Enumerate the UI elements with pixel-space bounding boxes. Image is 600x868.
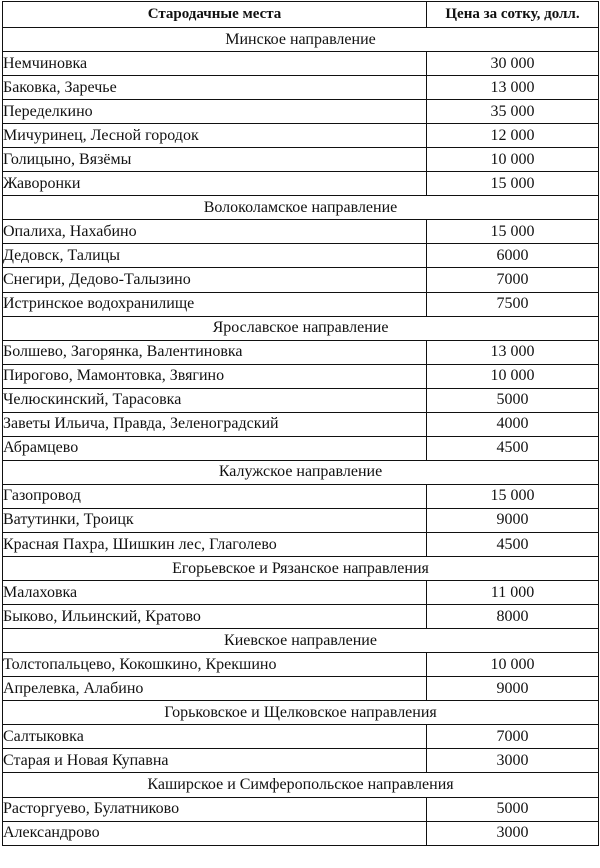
table-body [3,28,599,846]
table-row [3,340,599,364]
place-cell: Болшево, Загорянка, Валентиновка [3,340,427,364]
section-row [3,701,599,725]
table-row [3,100,599,124]
price-cell: 4500 [427,436,599,460]
table-header [3,2,599,28]
price-cell: 10 000 [427,364,599,388]
table-row [3,725,599,749]
table-row [3,508,599,532]
price-cell: 13 000 [427,76,599,100]
table-row [3,412,599,436]
price-cell: 7000 [427,268,599,292]
price-cell: 7500 [427,292,599,316]
place-cell: Жаворонки [3,172,427,196]
place-cell: Немчиновка [3,52,427,76]
table-row [3,148,599,172]
section-title: Калужское направление [3,460,599,484]
place-cell: Челюскинский, Тарасовка [3,388,427,412]
place-cell: Толстопальцево, Кокошкино, Крекшино [3,653,427,677]
table-row [3,388,599,412]
price-cell: 4000 [427,412,599,436]
place-cell: Александрово [3,821,427,845]
place-cell: Снегири, Дедово-Талызино [3,268,427,292]
place-cell: Красная Пахра, Шишкин лес, Глаголево [3,532,427,556]
place-cell: Дедовск, Талицы [3,244,427,268]
table-row [3,124,599,148]
section-title: Минское направление [3,28,599,52]
price-cell: 9000 [427,508,599,532]
section-row [3,460,599,484]
price-cell: 15 000 [427,220,599,244]
table-row [3,268,599,292]
table-row [3,292,599,316]
section-title: Горьковское и Щелковское направления [3,701,599,725]
price-table [2,1,599,846]
place-cell: Малаховка [3,581,427,605]
table-row [3,821,599,845]
section-title: Ярославское направление [3,316,599,340]
section-row [3,557,599,581]
price-cell: 8000 [427,605,599,629]
section-row [3,28,599,52]
table-row [3,364,599,388]
place-cell: Мичуринец, Лесной городок [3,124,427,148]
price-cell: 7000 [427,725,599,749]
place-cell: Салтыковка [3,725,427,749]
column-header-places: Стародачные места [3,2,427,28]
table-row [3,677,599,701]
table-row [3,749,599,773]
table-row [3,52,599,76]
price-cell: 13 000 [427,340,599,364]
section-row [3,196,599,220]
price-cell: 12 000 [427,124,599,148]
price-cell: 11 000 [427,581,599,605]
price-cell: 30 000 [427,52,599,76]
section-title: Каширское и Симферопольское направления [3,773,599,797]
price-cell: 35 000 [427,100,599,124]
place-cell: Голицыно, Вязёмы [3,148,427,172]
place-cell: Апрелевка, Алабино [3,677,427,701]
section-row [3,773,599,797]
table-row [3,581,599,605]
section-title: Егорьевское и Рязанское направления [3,557,599,581]
table-row [3,244,599,268]
place-cell: Ватутинки, Троицк [3,508,427,532]
table-row [3,436,599,460]
table-row [3,653,599,677]
place-cell: Опалиха, Нахабино [3,220,427,244]
table-row [3,797,599,821]
price-cell: 5000 [427,797,599,821]
table-row [3,484,599,508]
table-row [3,532,599,556]
place-cell: Старая и Новая Купавна [3,749,427,773]
price-cell: 4500 [427,532,599,556]
place-cell: Истринское водохранилище [3,292,427,316]
price-cell: 6000 [427,244,599,268]
place-cell: Баковка, Заречье [3,76,427,100]
section-title: Волоколамское направление [3,196,599,220]
price-cell: 3000 [427,821,599,845]
price-cell: 15 000 [427,172,599,196]
section-title: Киевское направление [3,629,599,653]
place-cell: Заветы Ильича, Правда, Зеленоградский [3,412,427,436]
table-row [3,76,599,100]
table-row [3,172,599,196]
price-cell: 10 000 [427,653,599,677]
place-cell: Абрамцево [3,436,427,460]
price-cell: 15 000 [427,484,599,508]
section-row [3,316,599,340]
place-cell: Газопровод [3,484,427,508]
place-cell: Переделкино [3,100,427,124]
section-row [3,629,599,653]
place-cell: Быково, Ильинский, Кратово [3,605,427,629]
price-cell: 3000 [427,749,599,773]
price-cell: 9000 [427,677,599,701]
place-cell: Пирогово, Мамонтовка, Звягино [3,364,427,388]
table-row [3,220,599,244]
price-cell: 10 000 [427,148,599,172]
header-row [3,2,599,28]
table-row [3,605,599,629]
column-header-price: Цена за сотку, долл. [427,2,599,28]
place-cell: Расторгуево, Булатниково [3,797,427,821]
price-cell: 5000 [427,388,599,412]
